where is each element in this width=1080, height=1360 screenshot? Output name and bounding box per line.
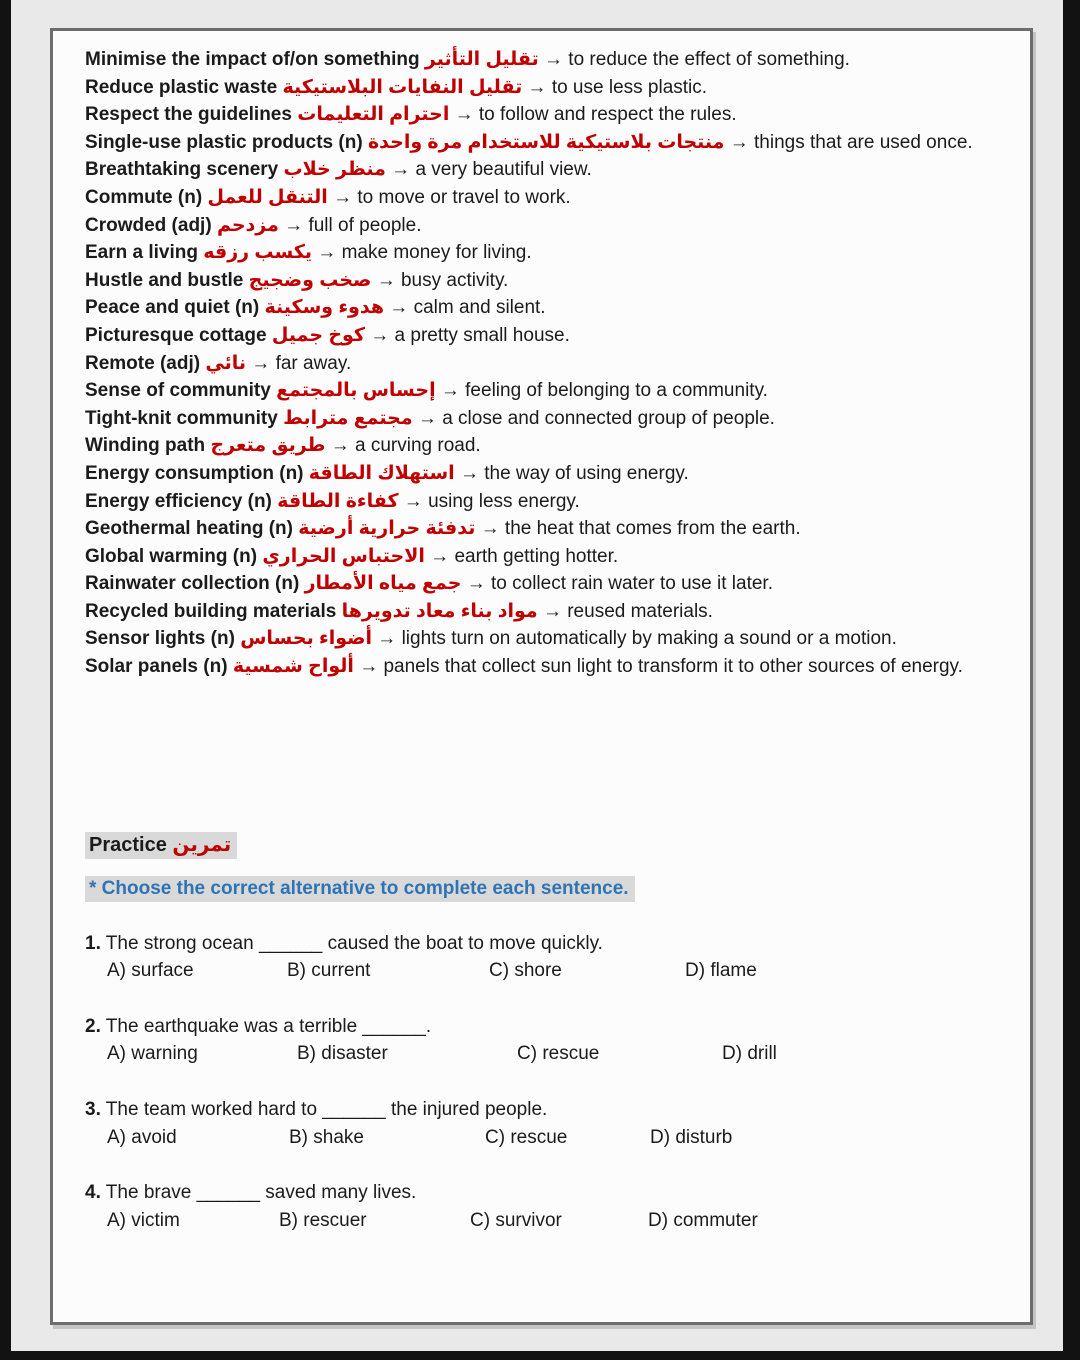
arrow-icon: → — [391, 159, 411, 181]
arrow-icon: → — [417, 407, 437, 429]
question-item — [85, 1179, 1002, 1234]
vocab-term: Hustle and bustle — [85, 269, 244, 291]
vocab-term: Peace and quiet (n) — [85, 297, 260, 319]
practice-heading-en: Practice — [89, 833, 167, 856]
vocab-definition: lights turn on automatically by making a sound or a motion. — [401, 628, 897, 650]
vocab-entry — [85, 156, 1002, 184]
vocab-arabic: صخب وضجيج — [248, 269, 372, 291]
arrow-icon: → — [376, 269, 396, 291]
vocab-arabic: كوخ جميل — [271, 324, 365, 346]
vocab-entry — [85, 184, 1002, 212]
arrow-icon: → — [466, 573, 486, 595]
vocab-list — [85, 46, 1002, 681]
vocab-arabic: تقليل النفايات البلاستيكية — [282, 76, 523, 98]
answer-option: A) victim — [107, 1209, 180, 1231]
question-text: The earthquake was a terrible ______. — [105, 1015, 432, 1037]
vocab-arabic: هدوء وسكينة — [264, 297, 385, 319]
question-line — [85, 1013, 1002, 1041]
arrow-icon: → — [284, 214, 304, 236]
vocab-entry — [85, 543, 1002, 571]
vocab-term: Recycled building materials — [85, 600, 337, 622]
vocab-definition: things that are used once. — [754, 131, 973, 153]
question-number: 4. — [85, 1182, 101, 1204]
answer-option: C) survivor — [470, 1209, 562, 1231]
vocab-definition: earth getting hotter. — [454, 545, 619, 567]
vocab-entry — [85, 212, 1002, 240]
arrow-icon: → — [333, 186, 353, 208]
arrow-icon: → — [330, 435, 350, 457]
vocab-entry — [85, 129, 1002, 157]
vocab-entry — [85, 46, 1002, 74]
vocab-term: Sense of community — [85, 380, 271, 402]
options-row — [85, 1124, 1002, 1152]
answer-option: D) disturb — [650, 1126, 733, 1148]
vocab-entry — [85, 405, 1002, 433]
arrow-icon: → — [527, 76, 547, 98]
vocab-arabic: استهلاك الطاقة — [308, 462, 455, 484]
vocab-entry — [85, 460, 1002, 488]
vocab-term: Commute (n) — [85, 186, 203, 208]
vocab-entry — [85, 570, 1002, 598]
answer-option: D) flame — [685, 960, 757, 982]
photo-edge-right — [1063, 0, 1080, 1360]
photo-edge-bottom — [0, 1351, 1080, 1360]
answer-option: C) rescue — [485, 1126, 568, 1148]
answer-option: A) warning — [107, 1043, 198, 1065]
answer-option: A) avoid — [107, 1126, 177, 1148]
vocab-definition: calm and silent. — [413, 297, 546, 319]
arrow-icon: → — [430, 545, 450, 567]
vocab-definition: to reduce the effect of something. — [568, 49, 850, 70]
vocab-arabic: تدفئة حرارية أرضية — [298, 518, 476, 540]
arrow-icon: → — [317, 242, 337, 264]
arrow-icon: → — [454, 104, 474, 126]
vocab-entry — [85, 488, 1002, 516]
vocab-definition: to use less plastic. — [551, 76, 708, 98]
vocab-arabic: يكسب رزقه — [203, 242, 313, 264]
vocab-definition: a close and connected group of people. — [442, 407, 775, 429]
vocab-entry — [85, 515, 1002, 543]
vocab-definition: the heat that comes from the earth. — [504, 518, 801, 540]
practice-section — [85, 831, 1002, 1235]
vocab-definition: busy activity. — [400, 269, 509, 291]
vocab-arabic: تقليل التأثير — [424, 49, 539, 70]
vocab-arabic: أضواء بحساس — [240, 628, 372, 650]
vocab-definition: using less energy. — [428, 490, 580, 512]
vocab-term: Crowded (adj) — [85, 214, 212, 236]
options-row — [85, 957, 1002, 985]
worksheet-page — [50, 28, 1033, 1325]
vocab-term: Single-use plastic products (n) — [85, 131, 363, 153]
answer-option: D) commuter — [648, 1209, 758, 1231]
question-text: The strong ocean ______ caused the boat to move quickly. — [105, 932, 603, 954]
vocab-term: Rainwater collection (n) — [85, 573, 300, 595]
arrow-icon: → — [359, 656, 379, 678]
vocab-entry — [85, 350, 1002, 378]
vocab-entry — [85, 625, 1002, 653]
vocab-arabic: منتجات بلاستيكية للاستخدام مرة واحدة — [367, 131, 725, 153]
answer-option: B) current — [287, 960, 371, 982]
vocab-term: Reduce plastic waste — [85, 76, 278, 98]
vocab-definition: a curving road. — [355, 435, 481, 457]
question-item — [85, 1013, 1002, 1068]
vocab-arabic: التنقل للعمل — [207, 186, 328, 208]
vocab-entry — [85, 294, 1002, 322]
instruction-line — [85, 875, 1002, 902]
vocab-term: Respect the guidelines — [85, 104, 292, 126]
answer-option: D) drill — [722, 1043, 777, 1065]
practice-heading-ar: تمرين — [172, 833, 232, 856]
arrow-icon: → — [729, 131, 749, 153]
vocab-arabic: منظر خلاب — [283, 159, 386, 181]
vocab-definition: feeling of belonging to a community. — [465, 380, 768, 402]
vocab-definition: far away. — [275, 352, 352, 374]
instruction-text: * Choose the correct alternative to complete each sentence. — [85, 876, 635, 902]
answer-option: B) disaster — [297, 1043, 388, 1065]
arrow-icon: → — [480, 518, 500, 540]
arrow-icon: → — [377, 628, 397, 650]
vocab-term: Earn a living — [85, 242, 198, 264]
options-row — [85, 1040, 1002, 1068]
vocab-term: Picturesque cottage — [85, 324, 267, 346]
vocab-arabic: مجتمع مترابط — [283, 407, 413, 429]
question-text: The brave ______ saved many lives. — [105, 1182, 417, 1204]
arrow-icon: → — [459, 462, 479, 484]
question-number: 1. — [85, 932, 101, 954]
question-item — [85, 930, 1002, 985]
vocab-definition: to move or travel to work. — [357, 186, 571, 208]
arrow-icon: → — [251, 352, 271, 374]
answer-option: B) rescuer — [279, 1209, 367, 1231]
vocab-term: Tight-knit community — [85, 407, 278, 429]
arrow-icon: → — [403, 490, 423, 512]
vocab-definition: the way of using energy. — [484, 462, 689, 484]
question-text: The team worked hard to ______ the injured people. — [105, 1099, 548, 1121]
options-row — [85, 1207, 1002, 1235]
vocab-arabic: طريق متعرج — [210, 435, 326, 457]
vocab-term: Minimise the impact of/on something — [85, 49, 420, 70]
arrow-icon: → — [389, 297, 409, 319]
vocab-entry — [85, 267, 1002, 295]
vocab-arabic: إحساس بالمجتمع — [276, 380, 436, 402]
vocab-arabic: جمع مياه الأمطار — [304, 573, 462, 595]
vocab-arabic: مزدحم — [216, 214, 279, 236]
arrow-icon: → — [370, 324, 390, 346]
answer-option: C) rescue — [517, 1043, 600, 1065]
practice-heading-highlight — [85, 832, 237, 859]
practice-heading — [85, 831, 1002, 859]
arrow-icon: → — [542, 600, 562, 622]
vocab-arabic: كفاءة الطاقة — [277, 490, 399, 512]
vocab-arabic: الاحتباس الحراري — [262, 545, 425, 567]
question-line — [85, 1096, 1002, 1124]
vocab-term: Winding path — [85, 435, 206, 457]
answer-option: B) shake — [289, 1126, 364, 1148]
answer-option: C) shore — [489, 960, 562, 982]
vocab-entry — [85, 239, 1002, 267]
vocab-entry — [85, 322, 1002, 350]
arrow-icon: → — [440, 380, 460, 402]
arrow-icon: → — [544, 49, 564, 70]
vocab-definition: to follow and respect the rules. — [478, 104, 737, 126]
vocab-term: Breathtaking scenery — [85, 159, 279, 181]
photo-edge-left — [0, 0, 11, 1360]
question-line — [85, 1179, 1002, 1207]
vocab-entry — [85, 377, 1002, 405]
vocab-arabic: مواد بناء معاد تدويرها — [341, 600, 538, 622]
vocab-entry — [85, 653, 1002, 681]
vocab-definition: a pretty small house. — [394, 324, 570, 346]
vocab-term: Solar panels (n) — [85, 656, 228, 678]
question-number: 3. — [85, 1099, 101, 1121]
vocab-term: Geothermal heating (n) — [85, 518, 293, 540]
vocab-definition: a very beautiful view. — [415, 159, 592, 181]
vocab-definition: reused materials. — [567, 600, 713, 622]
vocab-arabic: ألواح شمسية — [232, 656, 354, 678]
vocab-term: Energy consumption (n) — [85, 462, 304, 484]
vocab-arabic: نائي — [205, 352, 246, 374]
answer-option: A) surface — [107, 960, 194, 982]
vocab-definition: panels that collect sun light to transform it to other sources of energy. — [383, 656, 963, 678]
vocab-term: Remote (adj) — [85, 352, 201, 374]
vocab-entry — [85, 101, 1002, 129]
vocab-term: Global warming (n) — [85, 545, 258, 567]
question-number: 2. — [85, 1015, 101, 1037]
vocab-entry — [85, 598, 1002, 626]
vocab-term: Sensor lights (n) — [85, 628, 235, 650]
vocab-definition: to collect rain water to use it later. — [491, 573, 773, 595]
vocab-entry — [85, 432, 1002, 460]
vocab-definition: make money for living. — [341, 242, 532, 264]
vocab-entry — [85, 74, 1002, 102]
vocab-term: Energy efficiency (n) — [85, 490, 272, 512]
question-item — [85, 1096, 1002, 1151]
question-line — [85, 930, 1002, 958]
vocab-arabic: احترام التعليمات — [297, 104, 450, 126]
vocab-definition: full of people. — [308, 214, 422, 236]
